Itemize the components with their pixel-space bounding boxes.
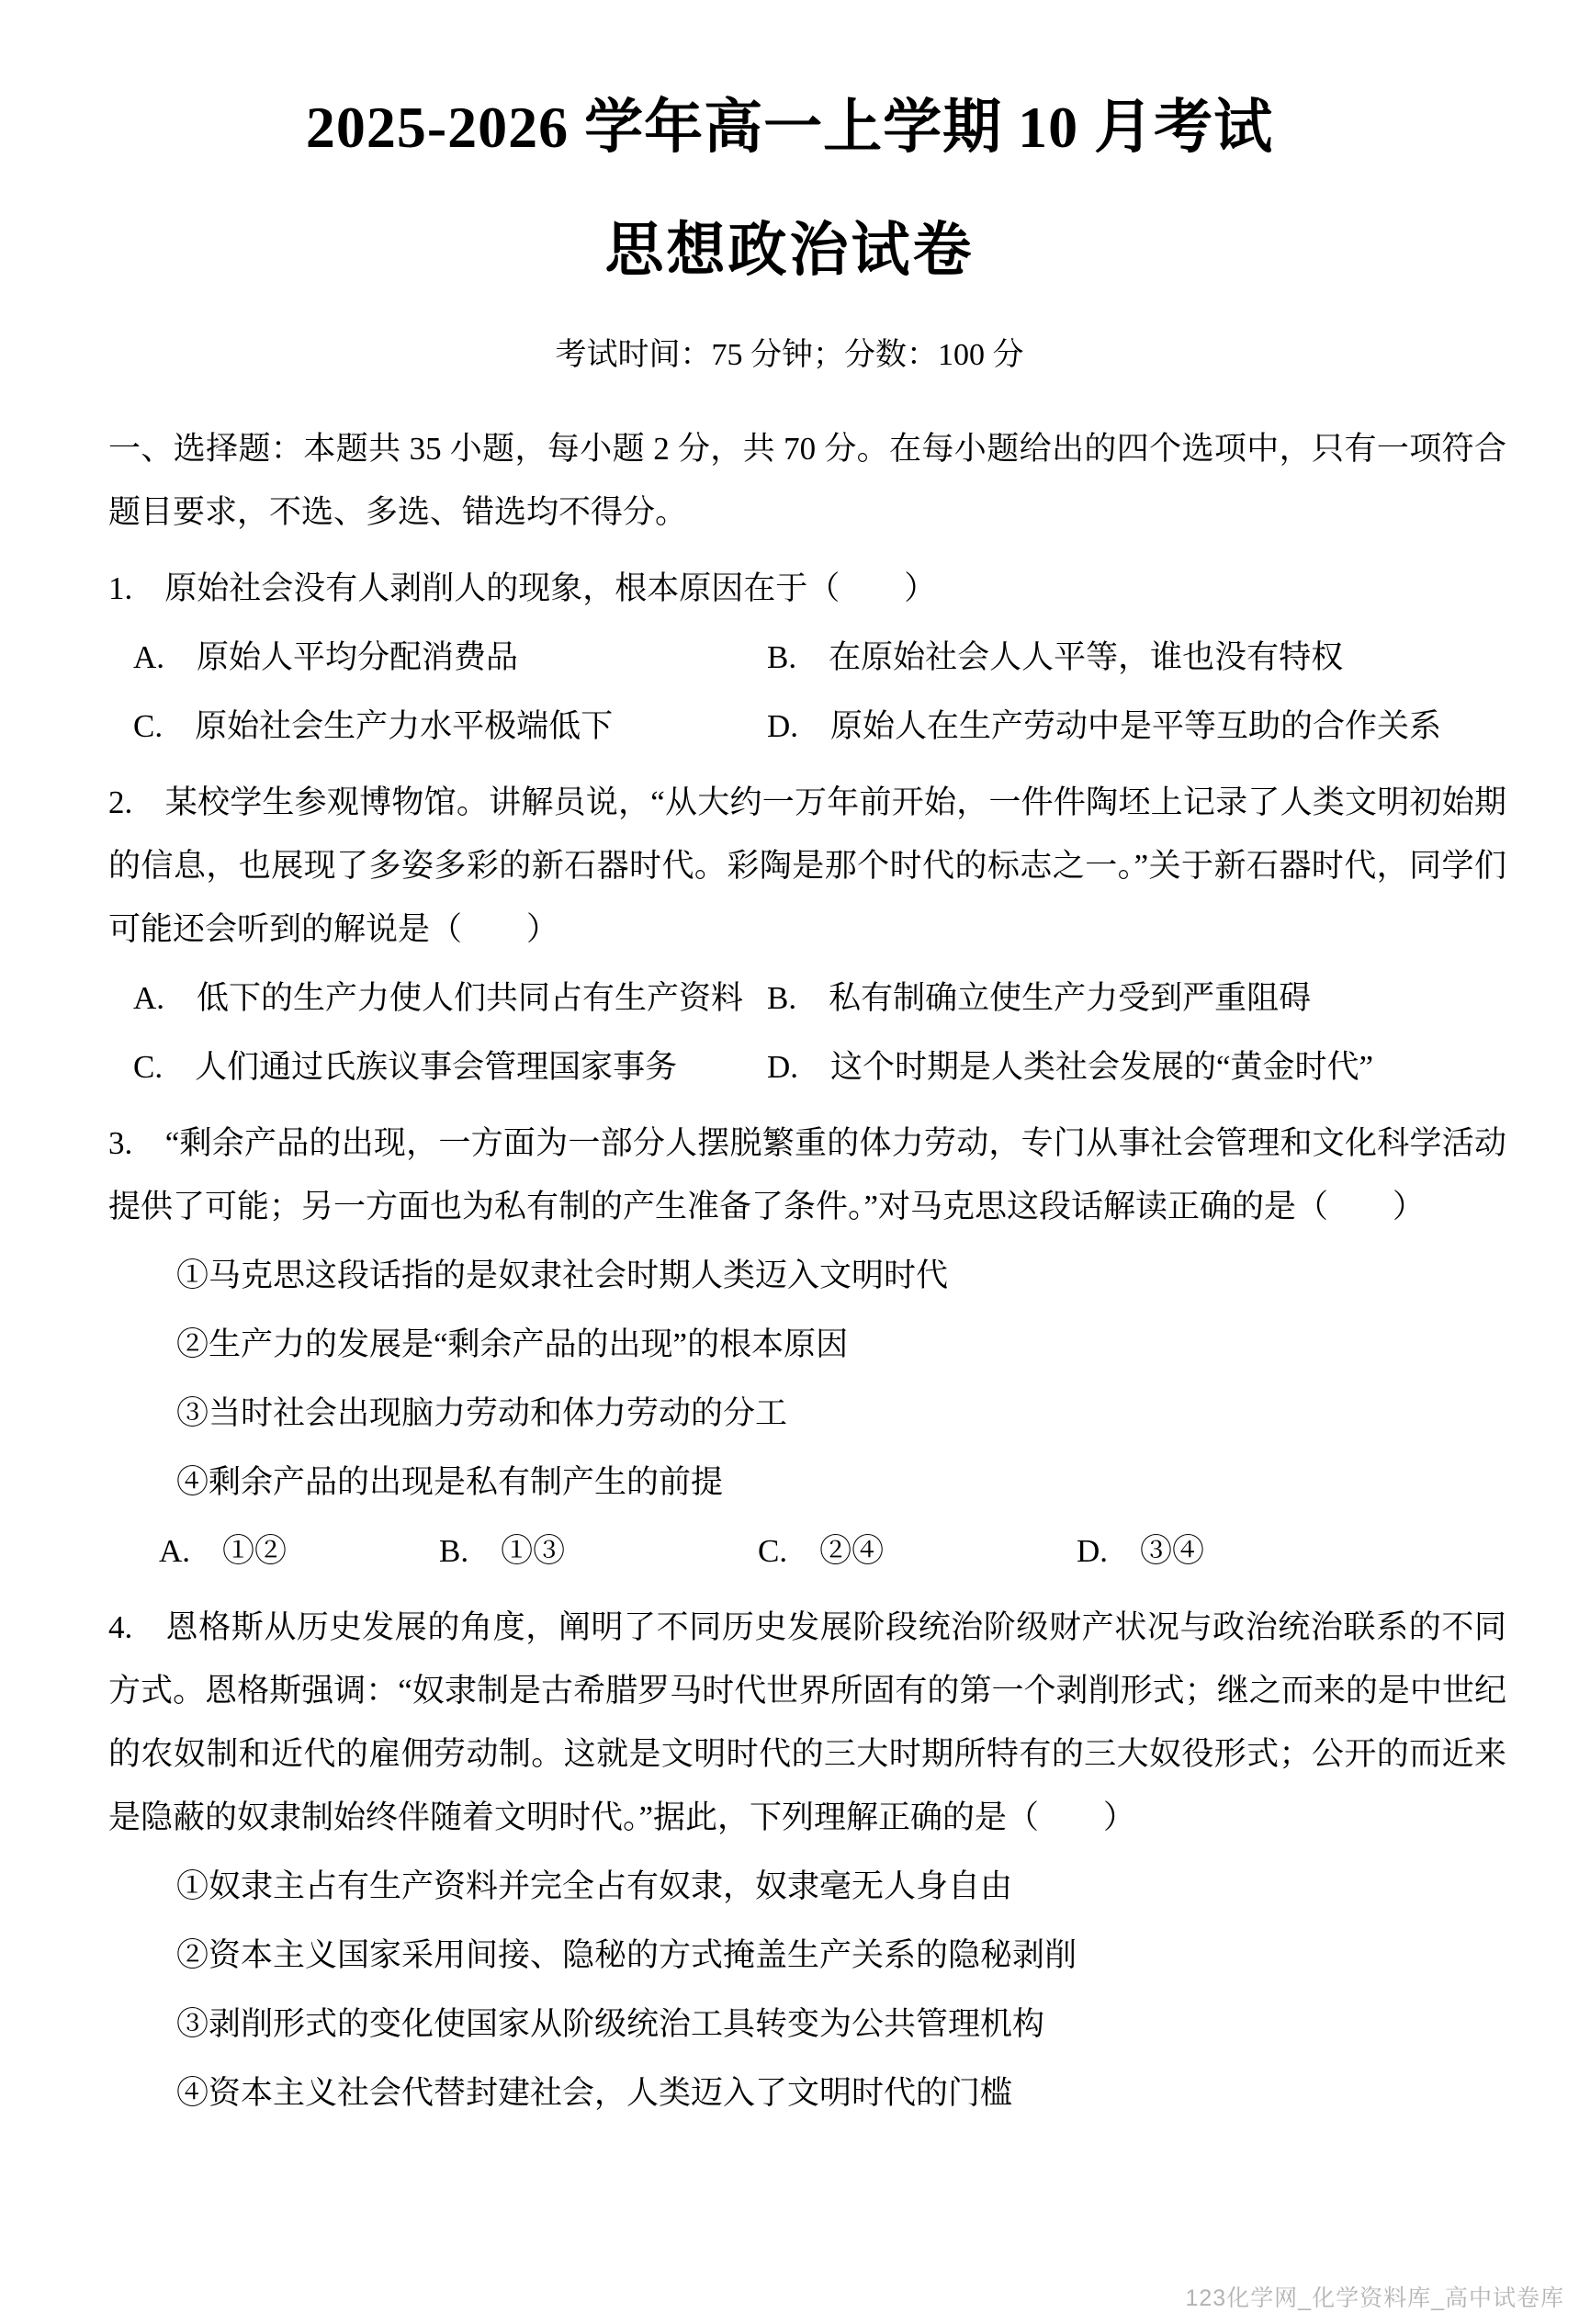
question-3-answer-row (108, 1519, 1506, 1583)
section-intro: 一、选择题：本题共 35 小题，每小题 2 分，共 70 分。在每小题给出的四个选项中，只有一项符合题目要求，不选、多选、错选均不得分。 (108, 431, 1506, 530)
question-3-answer-a: A. ①② (159, 1533, 288, 1569)
question-3-item-4: ④剩余产品的出现是私有制产生的前提 (176, 1464, 724, 1500)
question-2-option-b: B. 私有制确立使生产力受到严重阻碍 (767, 980, 1312, 1016)
exam-paper-page (0, 94, 1579, 2324)
question-1-option-d: D. 原始人在生产劳动中是平等互助的合作关系 (767, 708, 1442, 744)
question-3-stem: 3. “剩余产品的出现，一方面为一部分人摆脱繁重的体力劳动，专门从事社会管理和文化科学活动提供了可能；另一方面也为私有制的产生准备了条件。”对马克思这段话解读正确的是（ ） (108, 1125, 1506, 1224)
question-4 (108, 1596, 1506, 2125)
exam-info-line: 考试时间：75 分钟；分数：100 分 (555, 338, 1024, 372)
question-4-item-1: ①奴隶主占有生产资料并完全占有奴隶，奴隶毫无人身自由 (176, 1868, 1013, 1904)
question-3 (108, 1111, 1506, 1583)
question-1-option-b: B. 在原始社会人人平等，谁也没有特权 (767, 639, 1344, 675)
page-subtitle: 思想政治试卷 (604, 217, 975, 283)
watermark-text: 123化学网_化学资料库_高中试卷库 (1185, 2285, 1564, 2311)
question-3-item-3: ③当时社会出现脑力劳动和体力劳动的分工 (176, 1395, 788, 1431)
question-1-options-row-2 (108, 694, 1506, 758)
question-1-option-a: A. 原始人平均分配消费品 (133, 639, 519, 675)
question-2-options-row-1 (108, 966, 1506, 1030)
question-3-answer-b: B. ①③ (439, 1533, 566, 1569)
question-2-option-a: A. 低下的生产力使人们共同占有生产资料 (133, 980, 744, 1016)
question-2 (108, 771, 1506, 1099)
question-1-stem: 1. 原始社会没有人剥削人的现象，根本原因在于（ ） (108, 570, 937, 606)
question-4-stem: 4. 恩格斯从历史发展的角度，阐明了不同历史发展阶段统治阶级财产状况与政治统治联系的不同方式。恩格斯强调：“奴隶制是古希腊罗马时代世界所固有的第一个剥削形式；继之而来的是中世纪的农奴制和近代的雇佣劳动制。这就是文明时代的三大时期所特有的三大奴役形式；公开的而近来是隐蔽的奴隶制始终伴随着文明时代。”据此，下列理解正确的是（ ） (108, 1609, 1506, 1835)
question-1-option-c: C. 原始社会生产力水平极端低下 (133, 708, 614, 744)
question-4-item-3: ③剥削形式的变化使国家从阶级统治工具转变为公共管理机构 (176, 2006, 1045, 2042)
page-title: 2025-2026 学年高一上学期 10 月考试 (305, 95, 1274, 160)
question-4-item-4: ④资本主义社会代替封建社会，人类迈入了文明时代的门槛 (176, 2075, 1013, 2111)
exam-content (0, 417, 1579, 2125)
question-2-option-d: D. 这个时期是人类社会发展的“黄金时代” (767, 1049, 1374, 1085)
question-2-option-c: C. 人们通过氏族议事会管理国家事务 (133, 1049, 678, 1085)
question-4-item-2: ②资本主义国家采用间接、隐秘的方式掩盖生产关系的隐秘剥削 (176, 1937, 1077, 1973)
question-1-options-row-1 (108, 626, 1506, 689)
question-3-answer-c: C. ②④ (758, 1533, 885, 1569)
question-2-options-row-2 (108, 1035, 1506, 1099)
question-1 (108, 557, 1506, 758)
question-3-item-2: ②生产力的发展是“剩余产品的出现”的根本原因 (176, 1326, 849, 1362)
question-3-answer-d: D. ③④ (1077, 1533, 1205, 1569)
question-3-item-1: ①马克思这段话指的是奴隶社会时期人类迈入文明时代 (176, 1258, 949, 1293)
question-2-stem: 2. 某校学生参观博物馆。讲解员说，“从大约一万年前开始，一件件陶坯上记录了人类文明初始期的信息，也展现了多姿多彩的新石器时代。彩陶是那个时代的标志之一。”关于新石器时代，同学们可能还会听到的解说是（ ） (108, 784, 1506, 947)
